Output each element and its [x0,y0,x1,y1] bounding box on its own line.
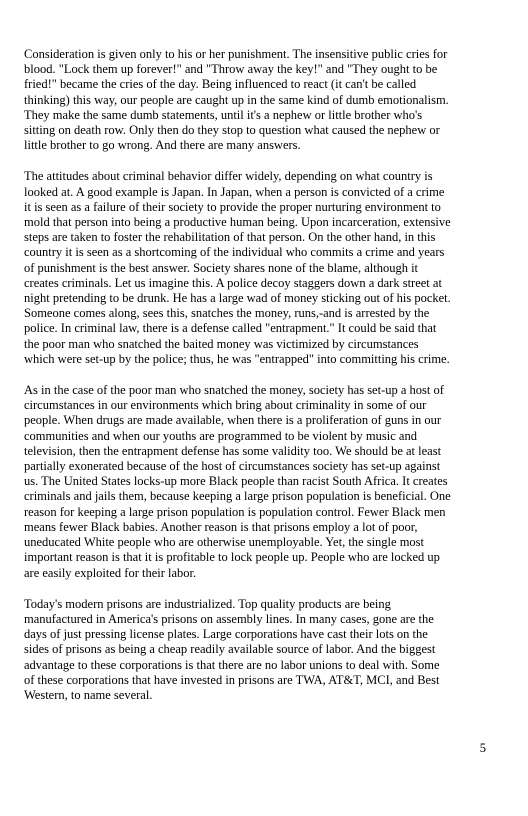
paragraph-attitudes-criminal-behavior: The attitudes about criminal behavior differ widely, depending on what country is looked at. A good example is Japan. In Japan, when a person is convicted of a crime it is seen as a failure of their society to provide the proper nurturing environment to mold that person into being a productive human being. Upon incarceration, extensive steps are taken to foster the rehabilitation of that person. On the other hand, in this country it is seen as a shortcoming of the individual who commits a crime and years of punishment is the best answer. Society shares none of the blame, although it creates criminals. Let us imagine this. A police decoy staggers down a dark street at night pretending to be drunk. He has a large wad of money sticking out of his pocket. Someone comes along, sees this, snatches the money, runs,-and is arrested by the police. In criminal law, there is a defense called "entrapment." It could be said that the poor man who snatched the baited money was victimized by circumstances which were set-up by the police; thus, he was "entrapped" into committing his crime. [24,169,451,366]
page-number: 5 [479,741,486,755]
paragraph-industrialized-prisons: Today's modern prisons are industrialized. Top quality products are being manufactured in America's prisons on assembly lines. In many cases, gone are the days of just pressing license plates. Large corporations have cast their lots on the sides of prisons as being a cheap readily available source of labor. And the biggest advantage to these corporations is that there are no labor unions to deal with. Some of these corporations that have invested in prisons are TWA, AT&T, MCI, and Best Western, to name several. [24,596,440,702]
document-body [24,47,492,719]
paragraph-entrapment-society: As in the case of the poor man who snatched the money, society has set-up a host of circumstances in our environments which bring about criminality in some of our people. When drugs are made available, when there is a proliferation of guns in our communities and when our youths are programmed to be violent by music and television, then the entrapment defense has some validity too. We should be at least partially exonerated because of the host of circumstances society has set-up against us. The United States locks-up more Black people than racist South Africa. It creates criminals and jails them, because keeping a large prison population is beneficial. One reason for keeping a large prison population is population control. Fewer Black men means fewer Black babies. Another reason is that prisons employ a lot of poor, uneducated White people who are otherwise unemployable. Yet, the single most important reason is that it is profitable to lock people up. People who are locked up are easily exploited for their labor. [24,383,451,580]
paragraph-punishment: Consideration is given only to his or her punishment. The insensitive public cries for blood. "Lock them up forever!" and "Throw away the key!" and "They ought to be fried!" became the cries of the day. Being influenced to react (it can't be called thinking) this way, our people are caught up in the same kind of dumb emotionalism. They make the same dumb statements, until it's a nephew or little brother who's sitting on death row. Only then do they stop to question what caused the nephew or little brother to go wrong. And there are many answers. [24,47,449,153]
